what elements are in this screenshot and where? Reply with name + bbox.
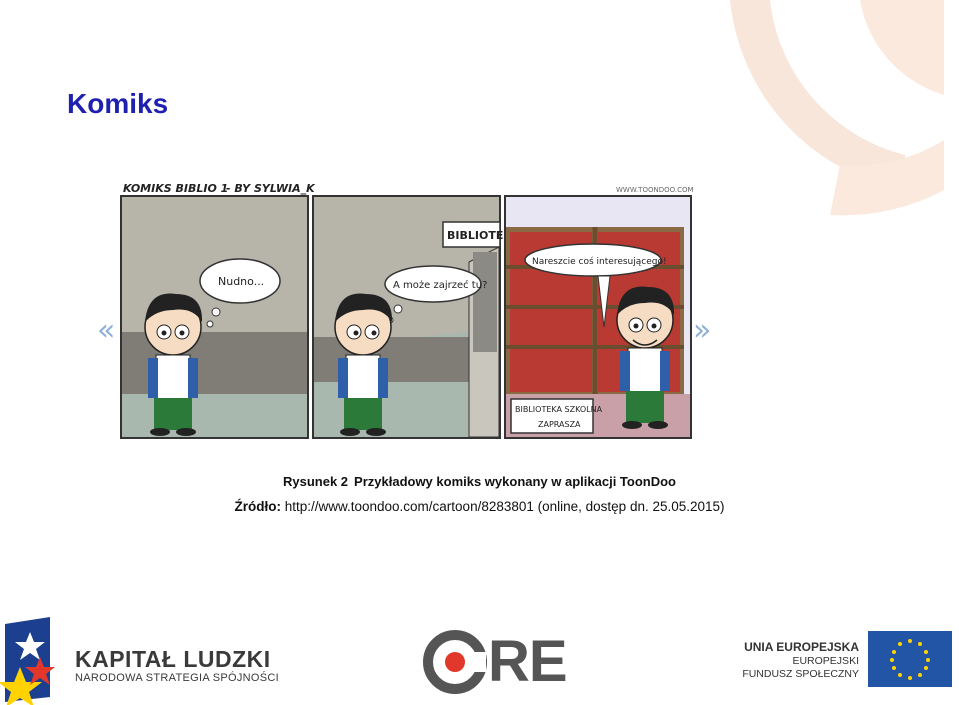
comic-panel-1	[121, 196, 308, 438]
kapital-ludzki-subtitle: NARODOWA STRATEGIA SPÓJNOŚCI	[75, 672, 279, 684]
comic-panel-3	[505, 196, 691, 438]
eu-line-3: FUNDUSZ SPOŁECZNY	[742, 668, 859, 680]
comic-header-author: - BY SYLWIA_K	[226, 182, 315, 195]
source-text: http://www.toondoo.com/cartoon/8283801 (online, dostęp dn. 25.05.2015)	[284, 499, 725, 514]
kapital-ludzki-name: KAPITAŁ LUDZKI	[75, 646, 271, 672]
source-label: Źródło:	[234, 499, 281, 514]
source-caption	[0, 499, 959, 514]
comic-header-site: WWW.TOONDOO.COM	[616, 186, 694, 194]
comic-strip-image	[118, 172, 716, 457]
figure-label: Rysunek 2	[282, 474, 349, 489]
panel3-bubble-text: Nareszcie coś interesującego!	[532, 257, 667, 267]
comic-prev-arrow[interactable]: «	[97, 313, 116, 348]
kapital-ludzki-logo-icon	[0, 617, 55, 705]
comic-header-left: KOMIKS BIBLIO 1	[123, 182, 229, 195]
ore-logo-icon	[428, 635, 486, 689]
slide-title: Komiks	[67, 88, 169, 119]
eu-flag-icon	[868, 631, 952, 687]
comic-panel-2	[313, 196, 503, 438]
eu-line-1: UNIA EUROPEJSKA	[744, 640, 859, 654]
comic-next-arrow[interactable]: »	[693, 313, 712, 348]
panel1-bubble-text: Nudno...	[218, 275, 265, 288]
eu-line-2: EUROPEJSKI	[792, 655, 859, 667]
ore-logo-text: RE	[488, 629, 567, 694]
panel2-bubble-text: A może zajrzeć tu?	[393, 280, 488, 291]
panel3-sign-line1: BIBLIOTEKA SZKOLNA	[515, 405, 603, 414]
figure-text: Przykładowy komiks wykonany w aplikacji ToonDoo	[354, 474, 676, 489]
figure-caption	[0, 474, 959, 489]
panel2-sign-text: BIBLIOTE	[447, 229, 504, 242]
panel3-sign-line2: ZAPRASZA	[538, 420, 581, 429]
